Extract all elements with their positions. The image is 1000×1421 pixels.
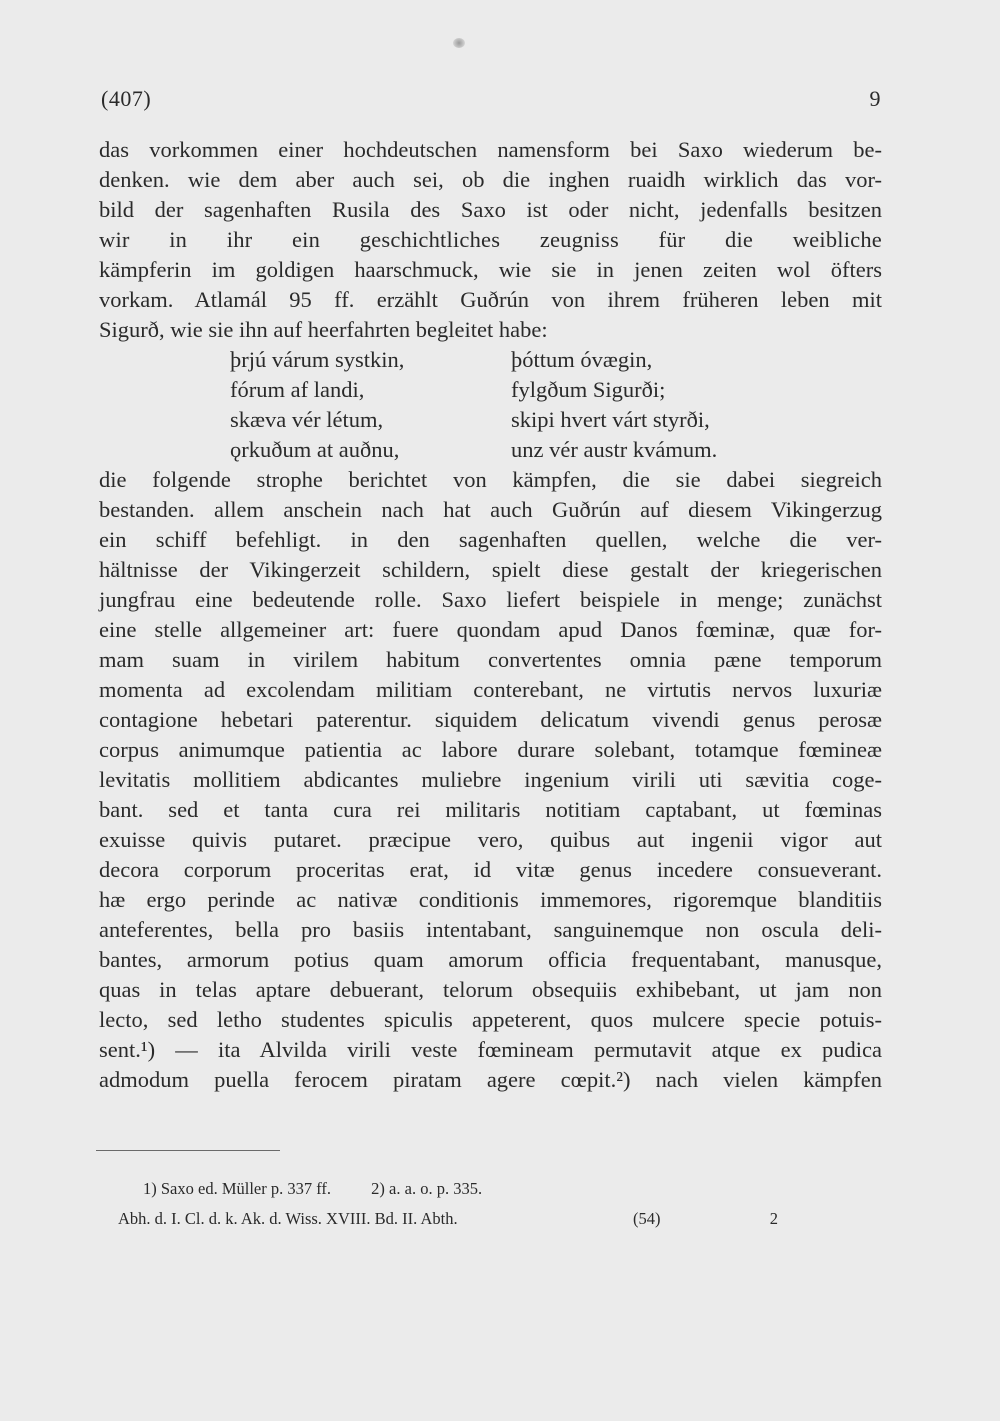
text-line: denken. wie dem aber auch sei, ob die inghen ruaidh wirklich das vor- (99, 167, 882, 192)
verse-line: unz vér austr kvámum. (511, 437, 718, 462)
page-header (101, 86, 881, 116)
publication-reference: Abh. d. I. Cl. d. k. Ak. d. Wiss. XVIII. Bd. II. Abth. (118, 1209, 458, 1228)
text-line: mam suam in virilem habitum convertentes omnia pæne temporum (99, 647, 882, 672)
text-line: corpus animumque patientia ac labore durare solebant, totamque fœmineæ (99, 737, 882, 762)
text-line: exuisse quivis putaret. præcipue vero, quibus aut ingenii vigor aut (99, 827, 882, 852)
footnote-1: 1) Saxo ed. Müller p. 337 ff. (143, 1179, 332, 1198)
verse-line: fylgðum Sigurði; (511, 377, 666, 402)
text-line: decora corporum proceritas erat, id vitæ genus incedere consueverant. (99, 857, 882, 882)
page-number: 9 (869, 86, 881, 111)
sheet-number: (54) (633, 1209, 661, 1228)
text-line: contagione hebetari paterentur. siquidem delicatum vivendi genus perosæ (99, 707, 882, 732)
body-text (99, 135, 882, 1095)
footnote-rule (96, 1150, 280, 1151)
text-line: momenta ad excolendam militiam conterebant, ne virtutis nervos luxuriæ (99, 677, 882, 702)
signature-mark: 2 (769, 1209, 778, 1228)
text-line: hæ ergo perinde ac nativæ conditionis immemores, rigoremque blanditiis (99, 887, 882, 912)
text-line: wir in ihr ein geschichtliches zeugniss für die weibliche (99, 227, 882, 252)
text-line: bild der sagenhaften Rusila des Saxo ist oder nicht, jedenfalls besitzen (99, 197, 882, 222)
text-line: sent.¹) — ita Alvilda virili veste fœmineam permutavit atque ex pudica (99, 1037, 882, 1062)
verse-line: þóttum óvægin, (511, 347, 653, 372)
text-line: ein schiff befehligt. in den sagenhaften quellen, welche die ver- (99, 527, 882, 552)
verse-line: þrjú várum systkin, (230, 347, 405, 372)
verse-block (99, 345, 882, 465)
text-line: admodum puella ferocem piratam agere cœpit.²) nach vielen kämpfen (99, 1067, 882, 1092)
verse-line: fórum af landi, (230, 377, 365, 402)
text-line: bestanden. allem anschein nach hat auch Guðrún auf diesem Vikingerzug (99, 497, 882, 522)
text-line: bantes, armorum potius quam amorum officia frequentabant, manusque, (99, 947, 882, 972)
text-line: lecto, sed letho studentes spiculis appeterent, quos mulcere specie potuis- (99, 1007, 882, 1032)
verse-column-left (230, 345, 404, 465)
text-line: das vorkommen einer hochdeutschen namensform bei Saxo wiederum be- (99, 137, 882, 162)
text-line: bant. sed et tanta cura rei militaris notitiam captabant, ut fœminas (99, 797, 882, 822)
paper-speck (453, 38, 465, 48)
page-reference: (407) (101, 86, 152, 111)
footnote-2: 2) a. a. o. p. 335. (371, 1179, 483, 1198)
verse-line: ǫrkuðum at auðnu, (230, 437, 400, 462)
text-line: anteferentes, bella pro basiis intentabant, sanguinemque non oscula deli- (99, 917, 882, 942)
verse-column-right (511, 345, 717, 465)
text-line: levitatis mollitiem abdicantes muliebre ingenium virili uti sævitia coge- (99, 767, 882, 792)
text-line: eine stelle allgemeiner art: fuere quondam apud Danos fœminæ, quæ for- (99, 617, 882, 642)
text-line: Sigurð, wie sie ihn auf heerfahrten begleitet habe: (99, 317, 548, 342)
signature-line (118, 1209, 778, 1233)
text-line: jungfrau eine bedeutende rolle. Saxo liefert beispiele in menge; zunächst (99, 587, 882, 612)
verse-line: skæva vér létum, (230, 407, 384, 432)
text-line: kämpferin im goldigen haarschmuck, wie sie in jenen zeiten wol öfters (99, 257, 882, 282)
footnotes (143, 1179, 482, 1199)
text-line: hältnisse der Vikingerzeit schildern, spielt diese gestalt der kriegerischen (99, 557, 882, 582)
text-line: quas in telas aptare debuerant, telorum obsequiis exhibebant, ut jam non (99, 977, 882, 1002)
text-line: die folgende strophe berichtet von kämpfen, die sie dabei siegreich (99, 467, 882, 492)
verse-line: skipi hvert várt styrði, (511, 407, 710, 432)
text-line: vorkam. Atlamál 95 ff. erzählt Guðrún von ihrem früheren leben mit (99, 287, 882, 312)
